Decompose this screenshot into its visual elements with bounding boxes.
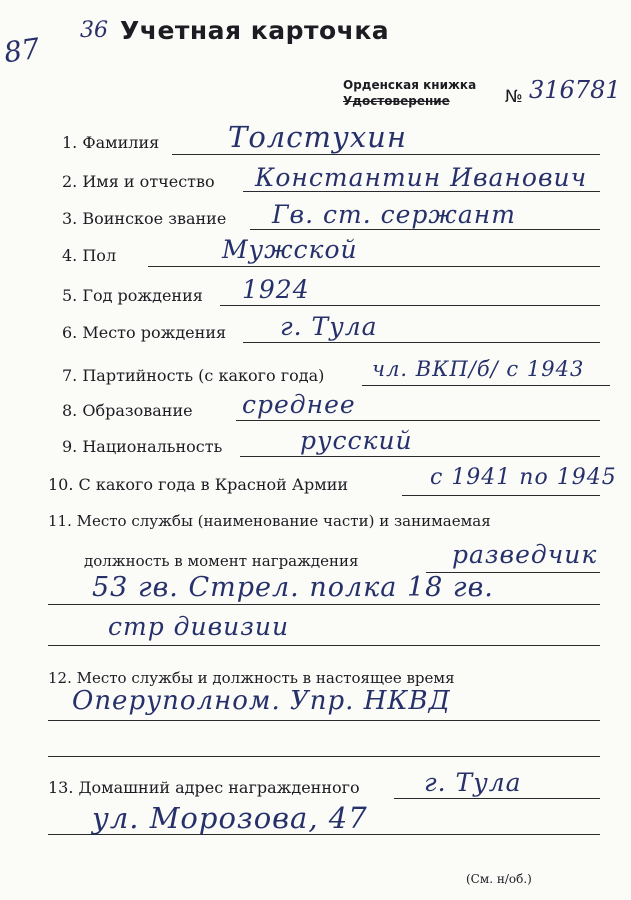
field-label-service-place-cont: должность в момент награждения [84,552,359,570]
document-type-certificate-struck: Удостоверение [343,94,450,108]
field-label-army-since: 10. С какого года в Красной Армии [48,475,349,494]
field-line-current-service-2 [48,756,600,757]
field-value-birthplace: г. Тула [280,312,378,341]
field-line-current-service [48,720,600,721]
field-label-home-address: 13. Домашний адрес награжденного [48,778,360,797]
field-value-service-position: разведчик [452,540,598,569]
field-value-party: чл. ВКП/б/ с 1943 [372,357,585,381]
field-label-nationality: 9. Национальность [62,437,223,456]
field-label-birthplace: 6. Место рождения [62,323,227,342]
field-value-birth-year: 1924 [242,275,310,304]
field-line-service-place-2 [48,604,600,605]
field-value-home-city: г. Тула [424,768,522,797]
field-value-name-patronymic: Константин Иванович [255,163,588,192]
field-label-rank: 3. Воинское звание [62,209,227,228]
field-label-service-place: 11. Место службы (наименование части) и занимаемая [48,512,491,530]
field-label-birth-year: 5. Год рождения [62,286,203,305]
field-label-name-patronymic: 2. Имя и отчество [62,172,215,191]
field-label-sex: 4. Пол [62,246,117,265]
field-value-sex: Мужской [222,235,358,264]
field-line-birth-year [220,305,600,306]
field-value-education: среднее [242,390,356,419]
field-value-service-unit: 53 гв. Стрел. полка 18 гв. [92,572,494,603]
field-label-surname: 1. Фамилия [62,133,160,152]
card-title: Учетная карточка [120,16,390,45]
field-value-army-since: с 1941 по 1945 [430,465,617,490]
field-line-party [362,385,610,386]
field-line-nationality [240,456,600,457]
corner-note-number: 87 [1,31,42,70]
field-value-surname: Толстухин [228,120,407,154]
field-value-nationality: русский [300,426,413,455]
document-type-order-book: Орденская книжка [343,78,477,92]
field-value-service-division: стр дивизии [108,612,290,641]
field-label-current-service: 12. Место службы и должность в настоящее время [48,669,455,687]
field-line-surname [172,154,600,155]
field-label-party: 7. Партийность (с какого года) [62,366,325,385]
field-value-rank: Гв. ст. сержант [272,200,516,229]
field-label-education: 8. Образование [62,401,193,420]
number-label: № [505,87,523,107]
corner-note-number-2: 36 [80,18,108,43]
see-reverse-note: (См. н/об.) [466,872,532,886]
document-number: 316781 [529,76,621,104]
field-line-service-place-3 [48,645,600,646]
field-line-rank [250,229,600,230]
field-value-current-service: Оперуполном. Упр. НКВД [72,686,451,716]
field-line-education [236,420,600,421]
field-line-sex [148,266,600,267]
field-line-army-since [402,495,600,496]
field-value-home-street: ул. Морозова, 47 [92,801,368,835]
field-line-home-address [394,798,600,799]
field-line-birthplace [243,342,600,343]
